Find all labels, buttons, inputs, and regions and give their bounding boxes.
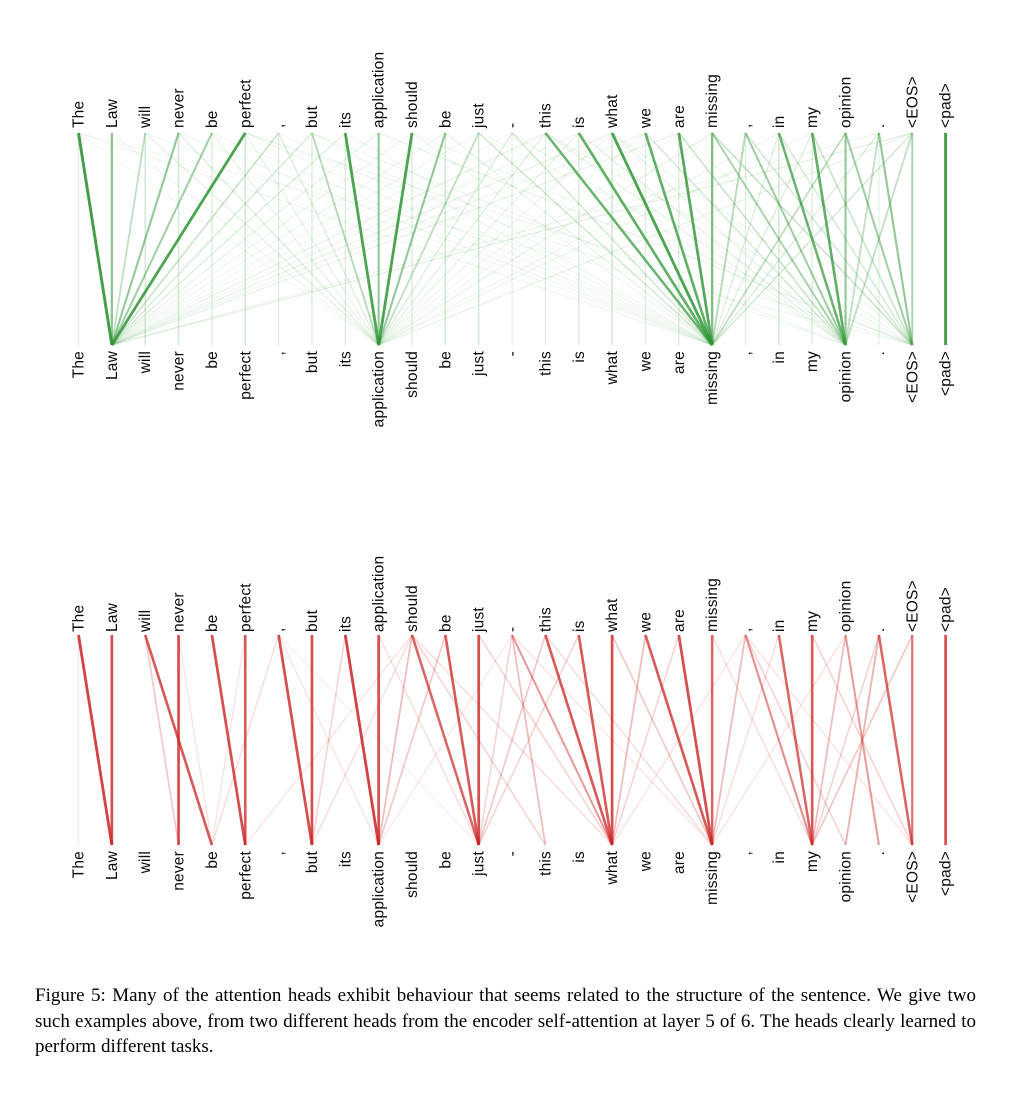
token-label-bottom: its	[337, 851, 355, 868]
attention-edge	[379, 635, 479, 845]
attention-edge	[779, 635, 812, 845]
attention-edge	[212, 133, 379, 345]
token-label-top: ,	[737, 627, 755, 632]
attention-edge	[812, 635, 845, 845]
token-label-bottom: we	[637, 351, 655, 372]
attention-edge	[679, 133, 712, 345]
token-label-bottom: missing	[704, 351, 722, 405]
attention-edge	[512, 635, 612, 845]
attention-edge	[612, 635, 645, 845]
attention-edge	[479, 635, 612, 845]
token-label-bottom: ,	[737, 351, 755, 356]
token-label-top: .	[870, 627, 888, 632]
attention-edge	[79, 133, 112, 345]
token-label-bottom: Law	[103, 351, 121, 381]
token-label-top: will	[137, 609, 155, 632]
token-label-bottom: in	[770, 851, 788, 864]
token-label-top: should	[404, 81, 421, 128]
token-label-top: just	[470, 103, 488, 128]
attention-edge	[179, 635, 212, 845]
token-label-bottom: .	[870, 851, 888, 856]
token-label-top: be	[437, 110, 455, 128]
attention-edge	[479, 635, 546, 845]
token-label-top: -	[504, 626, 522, 632]
attention-edge	[846, 133, 879, 345]
token-label-top: -	[504, 122, 522, 128]
attention-edge	[612, 635, 679, 845]
figure-caption: Figure 5: Many of the attention heads exhibit behaviour that seems related to the structure of the sentence. We give two such examples above, from two different heads from the encoder self-attention at layer 5 of 6. The heads clearly learned to perform different tasks.	[35, 985, 976, 1057]
token-label-top: what	[604, 94, 622, 128]
token-label-bottom: we	[637, 851, 655, 872]
token-label-bottom: <EOS>	[904, 851, 922, 903]
token-label-bottom: what	[604, 351, 622, 385]
token-label-bottom: but	[303, 351, 321, 374]
token-label-top: ,	[270, 123, 288, 128]
token-label-bottom: opinion	[837, 351, 855, 403]
token-label-top: is	[570, 116, 588, 128]
token-label-top: perfect	[237, 583, 255, 632]
token-label-bottom: ,	[270, 851, 288, 856]
token-label-bottom: my	[804, 351, 822, 373]
attention-edge	[612, 635, 712, 845]
attention-edge	[579, 635, 612, 845]
token-label-bottom: never	[170, 851, 188, 891]
attention-plot-head-2	[0, 518, 1009, 980]
token-label-top: missing	[704, 74, 722, 128]
token-label-top: be	[203, 614, 221, 632]
attention-edge	[812, 635, 879, 845]
token-label-bottom: be	[203, 351, 221, 369]
attention-edge	[812, 133, 845, 345]
attention-edge	[345, 133, 378, 345]
attention-plot-head-1	[0, 0, 1009, 468]
attention-edge	[679, 635, 712, 845]
token-label-bottom: -	[504, 351, 522, 357]
token-label-top: are	[670, 608, 688, 632]
token-label-top: <pad>	[937, 83, 955, 128]
attention-edge	[512, 635, 545, 845]
token-label-top: perfect	[237, 79, 255, 128]
attention-edge	[345, 635, 378, 845]
token-label-bottom: are	[670, 851, 688, 875]
token-label-bottom: will	[137, 851, 155, 874]
attention-edge	[746, 635, 813, 845]
token-label-bottom: The	[70, 351, 88, 379]
token-label-bottom: The	[70, 851, 88, 879]
token-label-top: are	[670, 104, 688, 128]
token-label-bottom: but	[303, 851, 321, 874]
token-label-bottom: Law	[103, 851, 121, 881]
token-label-top: we	[637, 611, 655, 632]
token-label-top: ,	[270, 627, 288, 632]
token-label-top: is	[570, 620, 588, 632]
attention-edge	[479, 635, 512, 845]
token-label-bottom: will	[137, 351, 155, 374]
token-label-top: its	[337, 111, 355, 128]
attention-edge	[712, 635, 779, 845]
token-label-bottom: be	[203, 851, 221, 869]
token-label-top: never	[170, 592, 188, 632]
token-label-bottom: application	[370, 851, 388, 928]
attention-edge	[445, 635, 478, 845]
token-label-bottom: never	[170, 351, 188, 391]
token-label-bottom: opinion	[837, 851, 855, 903]
token-label-bottom: ,	[737, 851, 755, 856]
token-label-bottom: its	[337, 351, 355, 368]
token-label-bottom: this	[537, 351, 555, 376]
token-label-bottom: perfect	[237, 351, 255, 400]
token-label-top: should	[404, 585, 421, 632]
token-label-top: what	[604, 598, 622, 632]
token-label-bottom: missing	[704, 851, 722, 905]
token-label-bottom: be	[437, 351, 455, 369]
token-label-top: .	[870, 123, 888, 128]
token-label-bottom: should	[404, 851, 421, 898]
token-label-top: be	[437, 614, 455, 632]
token-label-bottom: application	[370, 351, 388, 428]
token-label-top: but	[303, 105, 321, 128]
attention-edge	[312, 635, 345, 845]
attention-edge	[712, 635, 812, 845]
attention-edge	[879, 635, 912, 845]
token-label-top: but	[303, 609, 321, 632]
token-label-top: this	[537, 103, 555, 128]
token-label-bottom: -	[504, 851, 522, 857]
token-label-top: Law	[103, 602, 121, 632]
attention-edge	[545, 635, 612, 845]
token-label-bottom: ,	[270, 351, 288, 356]
token-label-top: opinion	[837, 76, 855, 128]
token-label-bottom: .	[870, 351, 888, 356]
token-label-bottom: is	[570, 351, 588, 363]
attention-edge	[712, 635, 745, 845]
token-label-top: be	[203, 110, 221, 128]
token-label-top: its	[337, 615, 355, 632]
token-label-top: just	[470, 607, 488, 632]
token-label-top: ,	[737, 123, 755, 128]
token-label-top: opinion	[837, 580, 855, 632]
token-label-top: my	[804, 106, 822, 128]
token-label-bottom: perfect	[237, 851, 255, 900]
token-label-bottom: <pad>	[937, 351, 955, 396]
token-label-bottom: this	[537, 851, 555, 876]
attention-edge	[112, 133, 145, 345]
token-label-bottom: <EOS>	[904, 351, 922, 403]
token-label-bottom: just	[470, 351, 488, 376]
token-label-top: The	[70, 100, 88, 128]
token-label-top: application	[370, 555, 388, 632]
attention-edge	[379, 635, 412, 845]
attention-edge	[79, 635, 112, 845]
attention-edge	[379, 635, 446, 845]
attention-edge	[279, 635, 312, 845]
attention-edge	[379, 133, 546, 345]
token-label-top: in	[770, 619, 788, 632]
attention-edge	[645, 635, 712, 845]
token-label-top: The	[70, 604, 88, 632]
token-label-top: <EOS>	[904, 580, 922, 632]
token-label-bottom: are	[670, 351, 688, 375]
token-label-top: application	[370, 51, 388, 128]
token-label-top: <pad>	[937, 587, 955, 632]
attention-edge	[712, 133, 745, 345]
token-label-bottom: is	[570, 851, 588, 863]
token-label-top: in	[770, 115, 788, 128]
token-label-bottom: my	[804, 851, 822, 873]
token-label-bottom: should	[404, 351, 421, 398]
token-label-top: missing	[704, 578, 722, 632]
attention-edge	[145, 635, 178, 845]
token-label-top: this	[537, 607, 555, 632]
attention-edge	[412, 635, 479, 845]
token-label-bottom: <pad>	[937, 851, 955, 896]
token-label-top: will	[137, 105, 155, 128]
token-label-top: <EOS>	[904, 76, 922, 128]
token-label-top: never	[170, 88, 188, 128]
token-label-bottom: in	[770, 351, 788, 364]
token-label-top: my	[804, 610, 822, 632]
token-label-bottom: just	[470, 851, 488, 876]
token-label-top: Law	[103, 98, 121, 128]
token-label-top: we	[637, 107, 655, 128]
attention-edge	[879, 133, 912, 345]
token-label-bottom: what	[604, 851, 622, 885]
token-label-bottom: be	[437, 851, 455, 869]
